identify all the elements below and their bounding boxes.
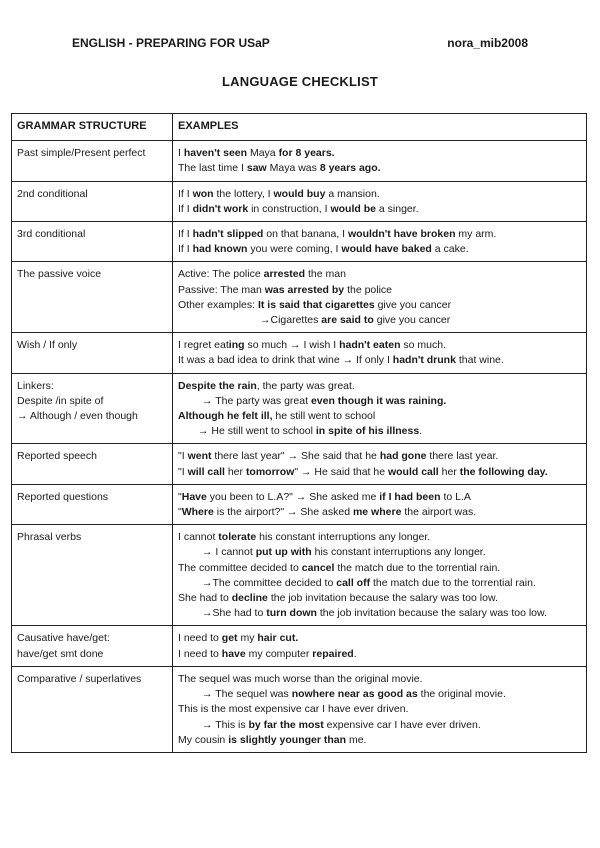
document-title: LANGUAGE CHECKLIST bbox=[222, 74, 378, 89]
example-text: a mansion. bbox=[325, 187, 380, 200]
examples-cell bbox=[173, 141, 587, 181]
example-text: If I bbox=[178, 187, 193, 200]
example-text: Passive: The man bbox=[178, 283, 265, 296]
examples-cell bbox=[173, 525, 587, 626]
column-header-examples: EXAMPLES bbox=[173, 114, 587, 141]
key-phrase: went bbox=[187, 450, 212, 463]
example-text: the police bbox=[344, 283, 393, 296]
example-text: my bbox=[237, 632, 258, 645]
table-row bbox=[12, 333, 587, 373]
examples-cell bbox=[173, 484, 587, 524]
example-text: → The party was great bbox=[202, 394, 311, 407]
key-phrase: hadn't drunk bbox=[392, 354, 456, 367]
key-phrase: put up with bbox=[255, 546, 312, 559]
table-row bbox=[12, 262, 587, 333]
example-line bbox=[178, 338, 581, 353]
example-line bbox=[178, 187, 581, 202]
grammar-structure-cell bbox=[12, 444, 173, 484]
author-name: nora_mib2008 bbox=[447, 36, 528, 50]
examples-cell bbox=[173, 222, 587, 262]
example-text: → The sequel was bbox=[202, 688, 292, 701]
example-text: If I bbox=[178, 228, 193, 241]
key-phrase: saw bbox=[246, 162, 267, 175]
table-row bbox=[12, 484, 587, 524]
key-phrase: would call bbox=[387, 465, 439, 478]
key-phrase: hair cut. bbox=[257, 632, 299, 645]
example-text: →The committee decided to bbox=[202, 576, 337, 589]
examples-cell bbox=[173, 444, 587, 484]
example-text: , the party was great. bbox=[256, 379, 355, 392]
structure-label: Despite /in spite of bbox=[17, 394, 104, 407]
example-text: The last time I bbox=[178, 162, 247, 175]
key-phrase: even though it was raining. bbox=[310, 394, 447, 407]
example-line bbox=[178, 718, 581, 733]
table-row bbox=[12, 626, 587, 666]
example-text: so much. bbox=[400, 339, 447, 352]
grammar-structure-cell bbox=[12, 141, 173, 181]
examples-cell bbox=[173, 181, 587, 221]
key-phrase: repaired bbox=[312, 647, 354, 660]
course-title: ENGLISH - PREPARING FOR USaP bbox=[72, 36, 270, 50]
table-row bbox=[12, 181, 587, 221]
example-line bbox=[178, 267, 581, 282]
example-line bbox=[178, 490, 581, 505]
examples-cell bbox=[173, 666, 587, 752]
structure-label: Causative have/get: bbox=[17, 632, 110, 645]
example-text: I cannot bbox=[178, 531, 219, 544]
key-phrase: had known bbox=[192, 243, 248, 256]
table-row bbox=[12, 444, 587, 484]
key-phrase: Have bbox=[181, 490, 207, 503]
example-line bbox=[178, 591, 581, 606]
example-line bbox=[178, 702, 581, 717]
key-phrase: the following day. bbox=[459, 465, 548, 478]
example-text: in construction, I bbox=[248, 202, 331, 215]
key-phrase: It is said that cigarettes bbox=[257, 298, 375, 311]
table-body bbox=[12, 141, 587, 753]
example-text: the match due to the torrential rain. bbox=[334, 561, 501, 574]
grammar-structure-cell bbox=[12, 484, 173, 524]
example-line bbox=[178, 227, 581, 242]
example-text: →She had to bbox=[202, 607, 267, 620]
example-text: → This is bbox=[202, 718, 249, 731]
example-line bbox=[178, 313, 581, 328]
grammar-structure-cell bbox=[12, 222, 173, 262]
structure-label: Reported speech bbox=[17, 450, 97, 463]
example-line bbox=[178, 146, 581, 161]
structure-label: Wish / If only bbox=[17, 339, 78, 352]
key-phrase: call off bbox=[336, 576, 371, 589]
example-text: the man bbox=[305, 268, 346, 281]
key-phrase: Where bbox=[181, 506, 214, 519]
examples-cell bbox=[173, 333, 587, 373]
example-text: there last year. bbox=[426, 450, 499, 463]
example-text: the original movie. bbox=[417, 688, 506, 701]
key-phrase: tolerate bbox=[218, 531, 257, 544]
example-text: the job invitation because the salary was too low. bbox=[316, 607, 547, 620]
example-text: give you cancer bbox=[374, 298, 452, 311]
grammar-structure-cell bbox=[12, 333, 173, 373]
key-phrase: me where bbox=[352, 506, 402, 519]
grammar-structure-cell bbox=[12, 525, 173, 626]
example-text: The committee decided to bbox=[178, 561, 302, 574]
example-text: the airport was. bbox=[401, 506, 477, 519]
example-text: the match due to the torrential rain. bbox=[370, 576, 536, 589]
example-text: " → He said that he bbox=[294, 465, 388, 478]
example-line bbox=[178, 631, 581, 646]
structure-label: Comparative / superlatives bbox=[17, 672, 142, 685]
grammar-structure-cell bbox=[12, 666, 173, 752]
key-phrase: cancel bbox=[301, 561, 335, 574]
key-phrase: wouldn't have broken bbox=[348, 228, 456, 241]
example-text: his constant interruptions any longer. bbox=[311, 546, 486, 559]
example-text: give you cancer bbox=[373, 314, 451, 327]
key-phrase: was arrested by bbox=[264, 283, 345, 296]
key-phrase: didn't work bbox=[192, 202, 249, 215]
example-text: that wine. bbox=[455, 354, 504, 367]
table-row bbox=[12, 222, 587, 262]
examples-cell bbox=[173, 626, 587, 666]
example-line bbox=[178, 449, 581, 464]
example-line bbox=[178, 530, 581, 545]
key-phrase: is slightly younger than bbox=[228, 733, 347, 746]
page-header bbox=[72, 36, 528, 52]
example-text: on that banana, I bbox=[263, 228, 348, 241]
example-text: a singer. bbox=[375, 202, 419, 215]
example-text: It was a bad idea to drink that wine → If only I bbox=[178, 354, 393, 367]
key-phrase: turn down bbox=[266, 607, 317, 620]
example-text: you been to L.A?" → She asked me bbox=[206, 490, 380, 503]
example-text: my arm. bbox=[455, 228, 497, 241]
key-phrase: get bbox=[221, 632, 238, 645]
example-text: This is the most expensive car I have ever driven. bbox=[178, 703, 409, 716]
example-text: so much → I wish I bbox=[244, 339, 340, 352]
key-phrase: in spite of his illness bbox=[315, 425, 420, 438]
key-phrase: are said to bbox=[321, 314, 374, 327]
example-text: "I bbox=[178, 450, 188, 463]
example-line bbox=[178, 606, 581, 621]
key-phrase: ing bbox=[228, 339, 245, 352]
example-text: My cousin bbox=[178, 733, 229, 746]
example-text: the job invitation because the salary was too low. bbox=[267, 592, 498, 605]
structure-label: → Although / even though bbox=[17, 410, 138, 423]
example-text: I regret eat bbox=[178, 339, 229, 352]
example-text: me. bbox=[346, 733, 367, 746]
key-phrase: if I had been bbox=[379, 490, 441, 503]
example-text: . bbox=[353, 647, 357, 660]
structure-label: 2nd conditional bbox=[17, 187, 88, 200]
table-row bbox=[12, 666, 587, 752]
example-text: → I cannot bbox=[202, 546, 256, 559]
example-text: I bbox=[178, 147, 184, 160]
example-line bbox=[178, 298, 581, 313]
example-text: Maya was bbox=[266, 162, 320, 175]
example-text: he still went to school bbox=[272, 410, 376, 423]
structure-label: have/get smt done bbox=[17, 647, 104, 660]
example-text: Active: The police bbox=[178, 268, 264, 281]
key-phrase: haven't seen bbox=[183, 147, 248, 160]
key-phrase: Despite the rain bbox=[178, 379, 257, 392]
example-text: She had to bbox=[178, 592, 232, 605]
example-text: The sequel was much worse than the original movie. bbox=[178, 672, 423, 685]
key-phrase: by far the most bbox=[248, 718, 324, 731]
key-phrase: arrested bbox=[263, 268, 306, 281]
structure-label: 3rd conditional bbox=[17, 228, 86, 241]
example-line bbox=[178, 242, 581, 257]
example-text: Maya bbox=[247, 147, 279, 160]
key-phrase: Although he felt ill, bbox=[178, 410, 273, 423]
grammar-structure-cell bbox=[12, 262, 173, 333]
example-text: " bbox=[178, 506, 182, 519]
structure-label: Phrasal verbs bbox=[17, 531, 82, 544]
example-text: I need to bbox=[178, 647, 222, 660]
key-phrase: have bbox=[221, 647, 246, 660]
example-text: →Cigarettes bbox=[260, 314, 322, 327]
key-phrase: 8 years ago. bbox=[319, 162, 381, 175]
structure-label: Linkers: bbox=[17, 379, 54, 392]
example-line bbox=[178, 202, 581, 217]
table-header-row bbox=[12, 114, 587, 141]
key-phrase: for 8 years. bbox=[278, 147, 335, 160]
table-row bbox=[12, 373, 587, 444]
example-line bbox=[178, 353, 581, 368]
example-line bbox=[178, 505, 581, 520]
examples-cell bbox=[173, 262, 587, 333]
key-phrase: would be bbox=[330, 202, 376, 215]
grammar-structure-cell bbox=[12, 626, 173, 666]
examples-cell bbox=[173, 373, 587, 444]
key-phrase: won bbox=[192, 187, 214, 200]
example-line bbox=[178, 424, 581, 439]
example-text: expensive car I have ever driven. bbox=[323, 718, 481, 731]
key-phrase: would have baked bbox=[341, 243, 432, 256]
example-line bbox=[178, 409, 581, 424]
example-line bbox=[178, 672, 581, 687]
example-text: her bbox=[438, 465, 460, 478]
key-phrase: had gone bbox=[379, 450, 427, 463]
key-phrase: decline bbox=[231, 592, 268, 605]
example-line bbox=[178, 379, 581, 394]
grammar-structure-cell bbox=[12, 181, 173, 221]
example-text: there last year" → She said that he bbox=[211, 450, 380, 463]
key-phrase: will call bbox=[187, 465, 225, 478]
structure-label: The passive voice bbox=[17, 268, 102, 281]
checklist-table bbox=[11, 113, 587, 753]
example-line bbox=[178, 647, 581, 662]
example-line bbox=[178, 465, 581, 480]
example-text: → He still went to school bbox=[198, 425, 316, 438]
example-line bbox=[178, 394, 581, 409]
example-text: "I bbox=[178, 465, 188, 478]
example-text: a cake. bbox=[431, 243, 469, 256]
example-text: . bbox=[419, 425, 423, 438]
example-text: is the airport?" → She asked bbox=[213, 506, 353, 519]
example-text: Other examples: bbox=[178, 298, 258, 311]
example-text: If I bbox=[178, 243, 193, 256]
example-line bbox=[178, 576, 581, 591]
structure-label: Past simple/Present perfect bbox=[17, 147, 146, 160]
column-header-structure: GRAMMAR STRUCTURE bbox=[12, 114, 173, 141]
key-phrase: hadn't eaten bbox=[339, 339, 401, 352]
table-row bbox=[12, 525, 587, 626]
table-row bbox=[12, 141, 587, 181]
example-text: her bbox=[224, 465, 246, 478]
structure-label: Reported questions bbox=[17, 490, 109, 503]
example-line bbox=[178, 733, 581, 748]
key-phrase: tomorrow bbox=[245, 465, 295, 478]
example-line bbox=[178, 283, 581, 298]
example-text: " bbox=[178, 490, 182, 503]
example-line bbox=[178, 687, 581, 702]
example-text: I need to bbox=[178, 632, 222, 645]
grammar-structure-cell bbox=[12, 373, 173, 444]
example-line bbox=[178, 161, 581, 176]
example-text: to L.A bbox=[440, 490, 471, 503]
example-text: you were coming, I bbox=[247, 243, 342, 256]
key-phrase: would buy bbox=[273, 187, 326, 200]
example-text: my computer bbox=[245, 647, 313, 660]
example-line bbox=[178, 545, 581, 560]
example-line bbox=[178, 561, 581, 576]
example-text: If I bbox=[178, 202, 193, 215]
key-phrase: nowhere near as good as bbox=[291, 688, 418, 701]
key-phrase: hadn't slipped bbox=[192, 228, 264, 241]
example-text: the lottery, I bbox=[213, 187, 274, 200]
example-text: his constant interruptions any longer. bbox=[256, 531, 431, 544]
